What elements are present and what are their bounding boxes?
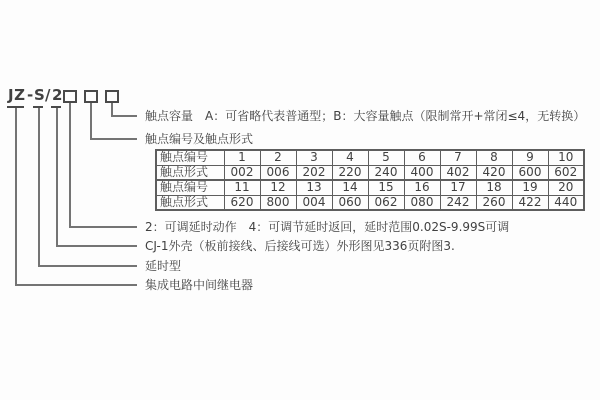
table-row: [156, 165, 584, 180]
value-cell: 14: [332, 180, 368, 195]
value-cell: 440: [548, 195, 584, 210]
value-cell: 402: [440, 165, 476, 180]
value-cell: 6: [404, 150, 440, 165]
value-cell: 5: [368, 150, 404, 165]
value-cell: 600: [512, 165, 548, 180]
contact-form-table: [155, 149, 585, 211]
value-cell: 11: [224, 180, 260, 195]
leader-line-product-type: [15, 108, 137, 286]
value-cell: 800: [260, 195, 296, 210]
contact-form-table-body: [156, 150, 584, 210]
label-contact-numbering: 触点编号及触点形式: [145, 132, 254, 146]
label-enclosure: CJ-1外壳（板前接线、后接线可选）外形图见336页附图3.: [145, 239, 455, 253]
value-cell: 420: [476, 165, 512, 180]
value-cell: 9: [512, 150, 548, 165]
row-header-cell: 触点形式: [156, 165, 224, 180]
value-cell: 15: [368, 180, 404, 195]
row-header-cell: 触点形式: [156, 195, 224, 210]
value-cell: 8: [476, 150, 512, 165]
value-cell: 602: [548, 165, 584, 180]
value-cell: 1: [224, 150, 260, 165]
table-row: [156, 150, 584, 165]
model-placeholder-box-3: [105, 90, 119, 103]
value-cell: 060: [332, 195, 368, 210]
model-code-slash: /: [45, 86, 51, 104]
model-placeholder-box-1: [63, 90, 77, 103]
value-cell: 260: [476, 195, 512, 210]
value-cell: 202: [296, 165, 332, 180]
value-cell: 004: [296, 195, 332, 210]
model-code-dash: -: [27, 86, 34, 104]
value-cell: 17: [440, 180, 476, 195]
value-cell: 19: [512, 180, 548, 195]
label-delay-type: 延时型: [145, 259, 182, 273]
value-cell: 4: [332, 150, 368, 165]
value-cell: 240: [368, 165, 404, 180]
table-row: [156, 195, 584, 210]
value-cell: 002: [224, 165, 260, 180]
value-cell: 620: [224, 195, 260, 210]
value-cell: 400: [404, 165, 440, 180]
value-cell: 7: [440, 150, 476, 165]
value-cell: 2: [260, 150, 296, 165]
value-cell: 20: [548, 180, 584, 195]
value-cell: 220: [332, 165, 368, 180]
model-placeholder-box-2: [84, 90, 98, 103]
value-cell: 10: [548, 150, 584, 165]
value-cell: 422: [512, 195, 548, 210]
value-cell: 16: [404, 180, 440, 195]
value-cell: 242: [440, 195, 476, 210]
model-code-two: 2: [52, 86, 63, 104]
value-cell: 006: [260, 165, 296, 180]
row-header-cell: 触点编号: [156, 150, 224, 165]
label-delay-action: 2：可调延时动作 4：可调节延时返回，延时范围0.02S-9.99S可调: [145, 220, 510, 234]
value-cell: 13: [296, 180, 332, 195]
model-code-s: S: [34, 86, 46, 104]
row-header-cell: 触点编号: [156, 180, 224, 195]
value-cell: 3: [296, 150, 332, 165]
value-cell: 062: [368, 195, 404, 210]
label-product-type: 集成电路中间继电器: [145, 278, 254, 292]
label-contact-capacity: 触点容量 A：可省略代表普通型；B：大容量触点（限制常开+常闭≤4，无转换）: [145, 109, 586, 123]
value-cell: 12: [260, 180, 296, 195]
table-row: [156, 180, 584, 195]
value-cell: 080: [404, 195, 440, 210]
value-cell: 18: [476, 180, 512, 195]
model-code-jz: JZ: [8, 86, 26, 104]
